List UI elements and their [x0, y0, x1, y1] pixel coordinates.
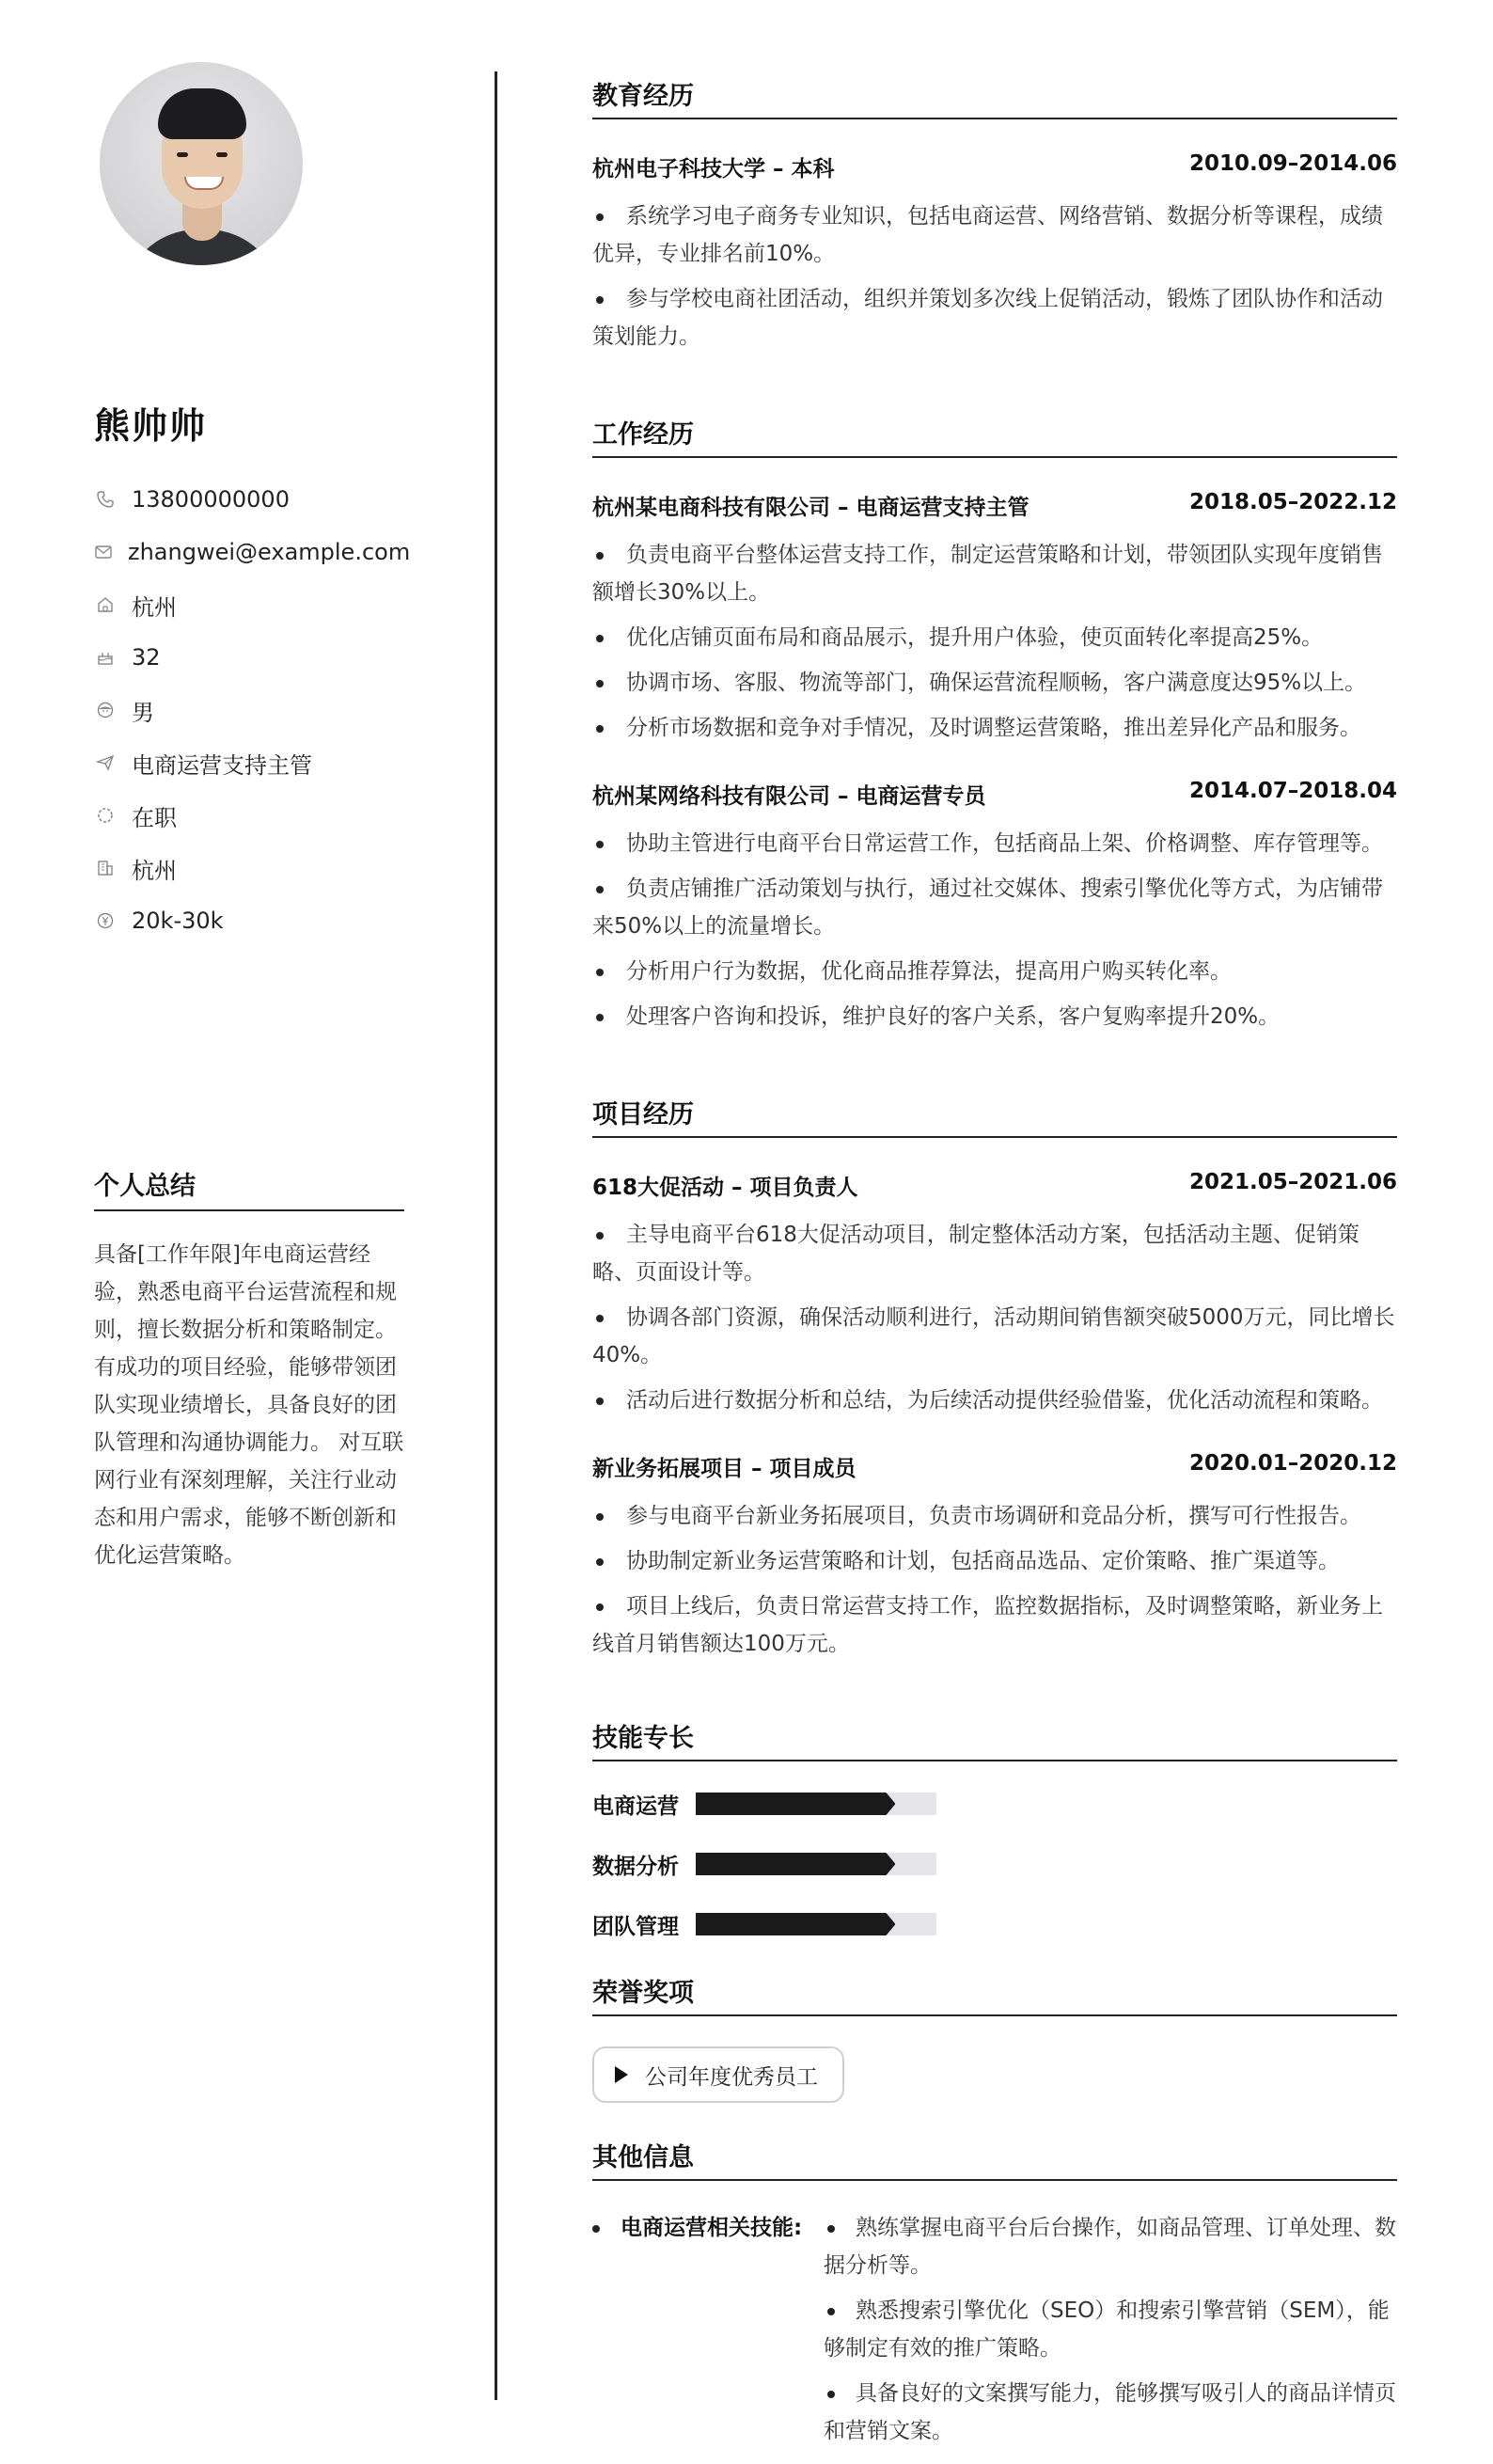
list-item: 项目上线后，负责日常运营支持工作，监控数据指标，及时调整策略，新业务上线首月销售额达100万元。: [592, 1594, 1383, 1656]
entry-title: 618大促活动 – 项目负责人: [592, 1176, 858, 1200]
info-phone-text: 13800000000: [132, 486, 290, 513]
skills-list: [592, 1786, 1397, 1966]
other-head: 电商运营相关技能:: [592, 2209, 824, 2457]
entry-date: 2021.05–2021.06: [1188, 1170, 1397, 1194]
divider: [495, 71, 497, 2400]
entry-title: 杭州电子科技大学 – 本科: [592, 157, 835, 182]
section-title: 荣誉奖项: [592, 1972, 1397, 2016]
contact-info: [94, 473, 411, 947]
info-gender-text: 男: [132, 699, 154, 726]
entry-title: 杭州某电商科技有限公司 – 电商运营支持主管: [592, 496, 1029, 520]
info-age-text: 32: [132, 644, 161, 671]
awards-section: [592, 1972, 1397, 2103]
section-title: 教育经历: [592, 75, 1397, 119]
list-item: 具备良好的文案撰写能力，能够撰写吸引人的商品详情页和营销文案。: [824, 2381, 1396, 2443]
info-phone: [94, 473, 404, 526]
bullet-list: [592, 1497, 1397, 1663]
info-status: [94, 789, 404, 842]
list-item: 协助制定新业务运营策略和计划，包括商品选品、定价策略、推广渠道等。: [592, 1542, 1397, 1580]
list-item: 分析用户行为数据，优化商品推荐算法，提高用户购买转化率。: [592, 953, 1397, 990]
info-position: [94, 736, 404, 789]
bullet-list: [592, 536, 1397, 747]
person-icon: [94, 699, 117, 721]
avatar: [100, 62, 303, 265]
award-tag: [592, 2046, 844, 2103]
sidebar: [94, 62, 411, 1574]
info-salary: [94, 894, 404, 947]
list-item: 主导电商平台618大促活动项目，制定整体活动方案，包括活动主题、促销策略、页面设计等。: [592, 1223, 1359, 1285]
cake-icon: [94, 646, 117, 669]
list-item: 熟悉搜索引擎优化（SEO）和搜索引擎营销（SEM），能够制定有效的推广策略。: [824, 2298, 1390, 2361]
skill-item: [592, 1846, 1008, 1882]
info-position-text: 电商运营支持主管: [132, 751, 312, 779]
info-status-text: 在职: [132, 804, 177, 831]
skill-item: [592, 1786, 1008, 1822]
send-icon: [94, 751, 117, 774]
info-city-text: 杭州: [132, 593, 177, 621]
projects-section: [592, 1094, 1397, 1663]
list-item: 协调市场、客服、物流等部门，确保运营流程顺畅，客户满意度达95%以上。: [592, 664, 1397, 702]
phone-icon: [94, 488, 117, 511]
play-icon: [615, 2066, 628, 2083]
education-section: [592, 75, 1397, 355]
award-label: 公司年度优秀员工: [645, 2064, 818, 2090]
info-gender: [94, 684, 404, 736]
skill-bar: [696, 1793, 936, 1815]
list-item: 负责店铺推广活动策划与执行，通过社交媒体、搜索引擎优化等方式，为店铺带来50%以上的流量增长。: [592, 877, 1383, 939]
skills-section: [592, 1717, 1397, 1966]
skill-label: 电商运营: [592, 1793, 679, 1819]
section-title: 项目经历: [592, 1094, 1397, 1138]
summary-title: 个人总结: [94, 1165, 404, 1211]
entry-heading: [592, 1451, 1397, 1482]
other-info: [592, 2209, 1397, 2457]
candidate-name: 熊帅帅: [94, 405, 208, 447]
skill-bar: [696, 1853, 936, 1875]
mail-icon: [94, 541, 113, 563]
list-item: 熟练掌握电商平台后台操作，如商品管理、订单处理、数据分析等。: [824, 2216, 1396, 2278]
skill-label: 数据分析: [592, 1854, 679, 1879]
entry-date: 2018.05–2022.12: [1188, 490, 1397, 514]
entry-date: 2020.01–2020.12: [1188, 1451, 1397, 1476]
list-item: 参与电商平台新业务拓展项目，负责市场调研和竞品分析，撰写可行性报告。: [592, 1497, 1397, 1535]
skill-item: [592, 1906, 1008, 1942]
main-content: [592, 75, 1397, 2457]
list-item: 协助主管进行电商平台日常运营工作，包括商品上架、价格调整、库存管理等。: [592, 825, 1397, 862]
section-title: 工作经历: [592, 414, 1397, 458]
entry-heading: [592, 490, 1397, 521]
list-item: 负责电商平台整体运营支持工作，制定运营策略和计划，带领团队实现年度销售额增长30%以上。: [592, 543, 1383, 605]
list-item: 优化店铺页面布局和商品展示，提升用户体验，使页面转化率提高25%。: [592, 619, 1397, 656]
skill-label: 团队管理: [592, 1914, 679, 1939]
list-item: 活动后进行数据分析和总结，为后续活动提供经验借鉴，优化活动流程和策略。: [592, 1382, 1397, 1419]
info-email: [94, 526, 411, 578]
list-item: 协调各部门资源，确保活动顺利进行，活动期间销售额突破5000万元，同比增长40%。: [592, 1305, 1395, 1367]
salary-icon: [94, 909, 117, 932]
other-section: [592, 2137, 1397, 2457]
info-work-city: [94, 842, 404, 894]
bullet-list: [824, 2209, 1397, 2457]
skill-bar: [696, 1913, 936, 1935]
entry-date: 2014.07–2018.04: [1188, 779, 1397, 803]
list-item: 参与学校电商社团活动，组织并策划多次线上促销活动，锻炼了团队协作和活动策划能力。: [592, 287, 1383, 349]
entry-heading: [592, 151, 1397, 182]
building-icon: [94, 857, 117, 879]
bullet-list: [592, 197, 1397, 355]
entry-title: 杭州某网络科技有限公司 – 电商运营专员: [592, 784, 986, 809]
list-item: 分析市场数据和竞争对手情况，及时调整运营策略，推出差异化产品和服务。: [592, 709, 1397, 747]
entry-heading: [592, 1170, 1397, 1201]
entry-heading: [592, 779, 1397, 810]
section-title: 其他信息: [592, 2137, 1397, 2181]
info-work-city-text: 杭州: [132, 857, 177, 884]
entry-title: 新业务拓展项目 – 项目成员: [592, 1457, 857, 1481]
summary-text: 具备[工作年限]年电商运营经验，熟悉电商平台运营流程和规则，擅长数据分析和策略制定。 有成功的项目经验，能够带领团队实现业绩增长，具备良好的团队管理和沟通协调能力。 对互联网行业有深刻理解，关注行业动态和用户需求，能够不断创新和优化运营策略。: [94, 1242, 404, 1568]
info-age: [94, 631, 404, 684]
list-item: 处理客户咨询和投诉，维护良好的客户关系，客户复购率提升20%。: [592, 998, 1397, 1035]
work-section: [592, 414, 1397, 1035]
bullet-list: [592, 825, 1397, 1035]
status-icon: [94, 804, 117, 827]
info-email-text: zhangwei@example.com: [128, 539, 411, 565]
info-salary-text: 20k-30k: [132, 908, 224, 934]
info-city: [94, 578, 404, 631]
section-title: 技能专长: [592, 1717, 1397, 1761]
entry-date: 2010.09–2014.06: [1188, 151, 1397, 176]
home-icon: [94, 593, 117, 616]
bullet-list: [592, 1216, 1397, 1419]
list-item: 系统学习电子商务专业知识，包括电商运营、网络营销、数据分析等课程，成绩优异，专业排名前10%。: [592, 204, 1383, 266]
